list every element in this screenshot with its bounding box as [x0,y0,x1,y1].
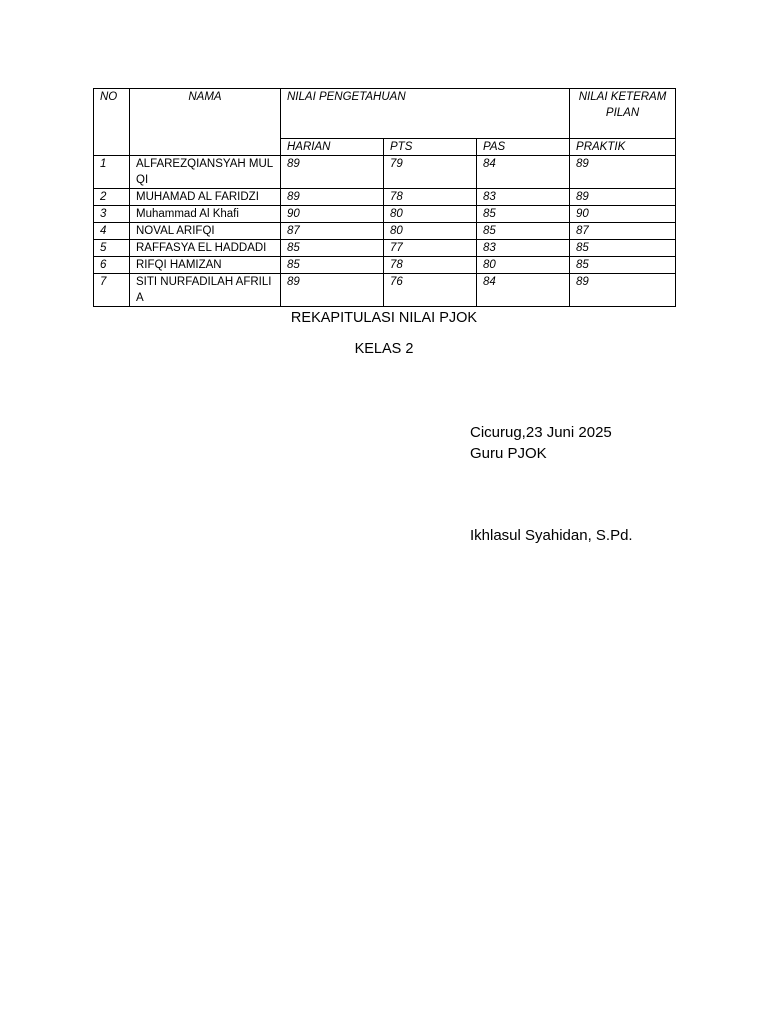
cell-no: 4 [94,223,130,240]
header-no: NO [94,89,130,156]
cell-pts: 79 [384,156,477,189]
cell-pts: 76 [384,274,477,307]
cell-pts: 80 [384,206,477,223]
cell-nama: NOVAL ARIFQI [130,223,281,240]
cell-pas: 85 [477,206,570,223]
cell-praktik: 85 [570,257,676,274]
cell-harian: 90 [281,206,384,223]
header-pas: PAS [477,139,570,156]
table-row [94,156,676,189]
header-praktik: PRAKTIK [570,139,676,156]
cell-pas: 84 [477,274,570,307]
table-row [94,257,676,274]
header-pts: PTS [384,139,477,156]
cell-nama: Muhammad Al Khafi [130,206,281,223]
grades-table [93,88,676,307]
cell-harian: 85 [281,257,384,274]
cell-harian: 85 [281,240,384,257]
cell-pts: 80 [384,223,477,240]
cell-pts: 78 [384,257,477,274]
cell-pts: 77 [384,240,477,257]
header-harian: HARIAN [281,139,384,156]
cell-no: 5 [94,240,130,257]
cell-no: 3 [94,206,130,223]
cell-no: 2 [94,189,130,206]
cell-no: 7 [94,274,130,307]
document-subtitle: KELAS 2 [354,341,414,357]
cell-pas: 80 [477,257,570,274]
cell-praktik: 90 [570,206,676,223]
header-nama: NAMA [130,89,281,156]
header-nilai-pengetahuan: NILAI PENGETAHUAN [281,89,570,139]
header-row [94,89,676,139]
header-nilai-keterampilan: NILAI KETERAMPILAN [570,89,676,139]
cell-no: 6 [94,257,130,274]
cell-nama: ALFAREZQIANSYAH MULQI [130,156,281,189]
document-title: REKAPITULASI NILAI PJOK [290,310,478,326]
cell-praktik: 85 [570,240,676,257]
table-row [94,206,676,223]
signature-role: Guru PJOK [470,445,547,462]
cell-praktik: 87 [570,223,676,240]
cell-praktik: 89 [570,156,676,189]
cell-harian: 87 [281,223,384,240]
cell-nama: MUHAMAD AL FARIDZI [130,189,281,206]
cell-harian: 89 [281,156,384,189]
table-row [94,189,676,206]
signature-name: Ikhlasul Syahidan, S.Pd. [470,527,633,544]
cell-praktik: 89 [570,274,676,307]
signature-place-date: Cicurug,23 Juni 2025 [470,424,612,441]
cell-pas: 84 [477,156,570,189]
cell-pas: 85 [477,223,570,240]
cell-no: 1 [94,156,130,189]
cell-pts: 78 [384,189,477,206]
cell-harian: 89 [281,274,384,307]
cell-pas: 83 [477,189,570,206]
table-row [94,223,676,240]
cell-praktik: 89 [570,189,676,206]
table-row [94,240,676,257]
cell-nama: RIFQI HAMIZAN [130,257,281,274]
cell-pas: 83 [477,240,570,257]
table-row [94,274,676,307]
cell-nama: SITI NURFADILAH AFRILIA [130,274,281,307]
cell-nama: RAFFASYA EL HADDADI [130,240,281,257]
cell-harian: 89 [281,189,384,206]
